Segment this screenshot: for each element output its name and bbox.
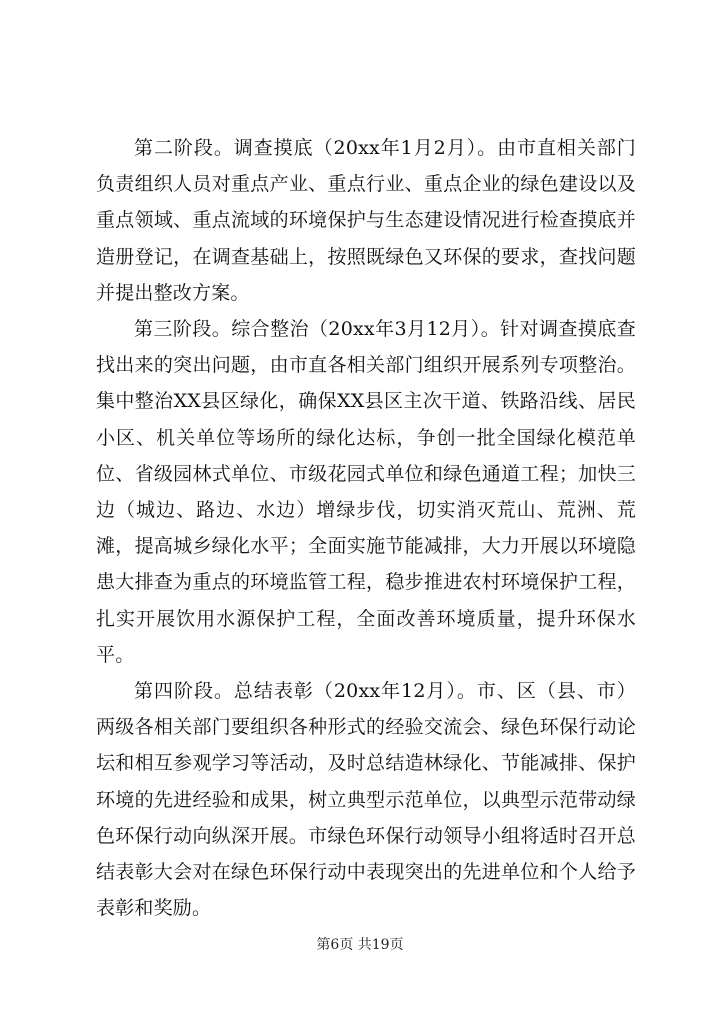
page-footer xyxy=(0,934,720,954)
paragraph-stage-4: 第四阶段。总结表彰（20xx年12月）。市、区（县、市）两级各相关部门要组织各种形式的经验交流会、绿色环保行动论坛和相互参观学习等活动，及时总结造林绿化、节能减排、保护环境的先进经验和成果，树立典型示范单位，以典型示范带动绿色环保行动向纵深开展。市绿色环保行动领导小组将适时召开总结表彰大会对在绿色环保行动中表现突出的先进单位和个人给予表彰和奖励。 xyxy=(96,680,636,920)
document-body xyxy=(96,130,636,926)
page-number: 第6页 共19页 xyxy=(316,937,404,953)
paragraph-stage-3: 第三阶段。综合整治（20xx年3月12月）。针对调查摸底查找出来的突出问题，由市直各相关部门组织开展系列专项整治。集中整治XX县区绿化，确保XX县区主次干道、铁路沿线、居民小区、机关单位等场所的绿化达标，争创一批全国绿化模范单位、省级园林式单位、市级花园式单位和绿色通道工程；加快三边（城边、路边、水边）增绿步伐，切实消灭荒山、荒洲、荒滩，提高城乡绿化水平；全面实施节能减排，大力开展以环境隐患大排查为重点的环境监管工程，稳步推进农村环境保护工程，扎实开展饮用水源保护工程，全面改善环境质量，提升环保水平。 xyxy=(96,318,636,666)
paragraph-stage-2: 第二阶段。调查摸底（20xx年1月2月）。由市直相关部门负责组织人员对重点产业、重点行业、重点企业的绿色建设以及重点领域、重点流域的环境保护与生态建设情况进行检查摸底并造册登记，在调查基础上，按照既绿色又环保的要求，查找问题并提出整改方案。 xyxy=(96,137,636,304)
